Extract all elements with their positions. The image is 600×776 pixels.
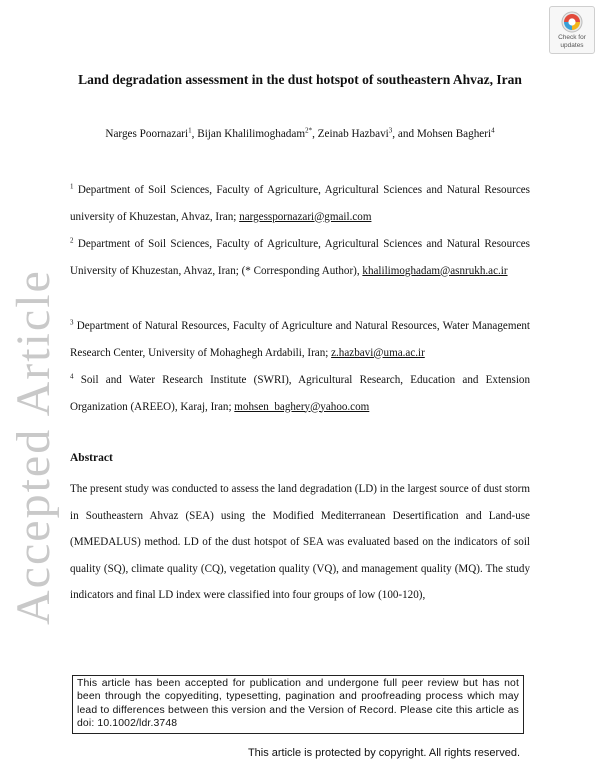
accepted-article-watermark: Accepted Article: [7, 269, 60, 625]
paper-title: Land degradation assessment in the dust hotspot of southeastern Ahvaz, Iran: [78, 72, 522, 87]
author-name: Zeinab Hazbavi: [317, 128, 389, 140]
affiliation-4: [70, 367, 530, 420]
affiliation-text: Department of Soil Sciences, Faculty of Agriculture, Agricultural Sciences and Natural Resources University of Khuzestan, Ahvaz, Iran; (* Corresponding Author),: [70, 238, 530, 277]
author-affiliation-mark: 4: [491, 126, 495, 135]
email-link[interactable]: nargesspornazari@gmail.com: [239, 210, 372, 223]
affiliation-number: 2: [70, 236, 74, 245]
affiliation-text: Soil and Water Research Institute (SWRI), Agricultural Research, Education and Extension Organization (AREEO), Karaj, Iran;: [70, 374, 530, 413]
author-affiliation-mark: 1: [188, 126, 192, 135]
abstract-text: The present study was conducted to assess the land degradation (LD) in the largest source of dust storm in Southeastern Ahvaz (SEA) using the Modified Mediterranean Desertification and Land-use (MMEDALUS) method. LD of the dust hotspot of SEA was evaluated based on the indicators of soil quality (SQ), climate quality (CQ), vegetation quality (VQ), and management quality (MQ). The study indicators and final LD index were classified into four groups of low (100-120),: [70, 483, 530, 601]
affiliation-number: 1: [70, 182, 74, 191]
author-separator: ,: [312, 128, 318, 140]
author-separator: , and: [392, 128, 417, 140]
author-name: Mohsen Bagheri: [416, 128, 492, 140]
author-name: Bijan Khalilimoghadam: [197, 128, 306, 140]
affiliation-2: [70, 231, 530, 284]
affiliation-number: 3: [70, 318, 74, 327]
author-list: [70, 128, 530, 140]
email-link[interactable]: mohsen_baghery@yahoo.com: [234, 400, 370, 413]
badge-line-1: Check for: [558, 34, 586, 41]
abstract-heading: Abstract: [70, 452, 113, 464]
badge-line-2: updates: [560, 42, 584, 49]
affiliation-text: Department of Soil Sciences, Faculty of Agriculture, Agricultural Sciences and Natural Resources university of Khuzestan, Ahvaz, Iran;: [70, 184, 530, 223]
author-name: Narges Poornazari: [105, 128, 189, 140]
check-for-updates-badge[interactable]: [549, 6, 595, 54]
email-link[interactable]: z.hazbavi@uma.ac.ir: [331, 346, 425, 359]
copyright-footer: This article is protected by copyright. All rights reserved.: [247, 747, 520, 759]
email-link[interactable]: khalilimoghadam@asnrukh.ac.ir: [362, 264, 508, 277]
affiliation-3: [70, 313, 530, 366]
affiliation-number: 4: [70, 372, 74, 381]
author-affiliation-mark: 2*: [305, 126, 313, 135]
affiliation-1: [70, 177, 530, 230]
affiliation-text: Department of Natural Resources, Faculty of Agriculture and Natural Resources, Water Management Research Center, University of Mohaghegh Ardabili, Iran;: [70, 320, 531, 359]
author-affiliation-mark: 3: [388, 126, 393, 135]
crossmark-icon: [561, 11, 583, 33]
author-separator: ,: [191, 128, 198, 140]
accepted-notice-box: This article has been accepted for publication and undergone full peer review but has not been through the copyediting, typesetting, pagination and proofreading process which may lead to differences between this version and the Version of Record. Please cite this article as doi: 10.1002/ldr.3748: [72, 675, 524, 734]
